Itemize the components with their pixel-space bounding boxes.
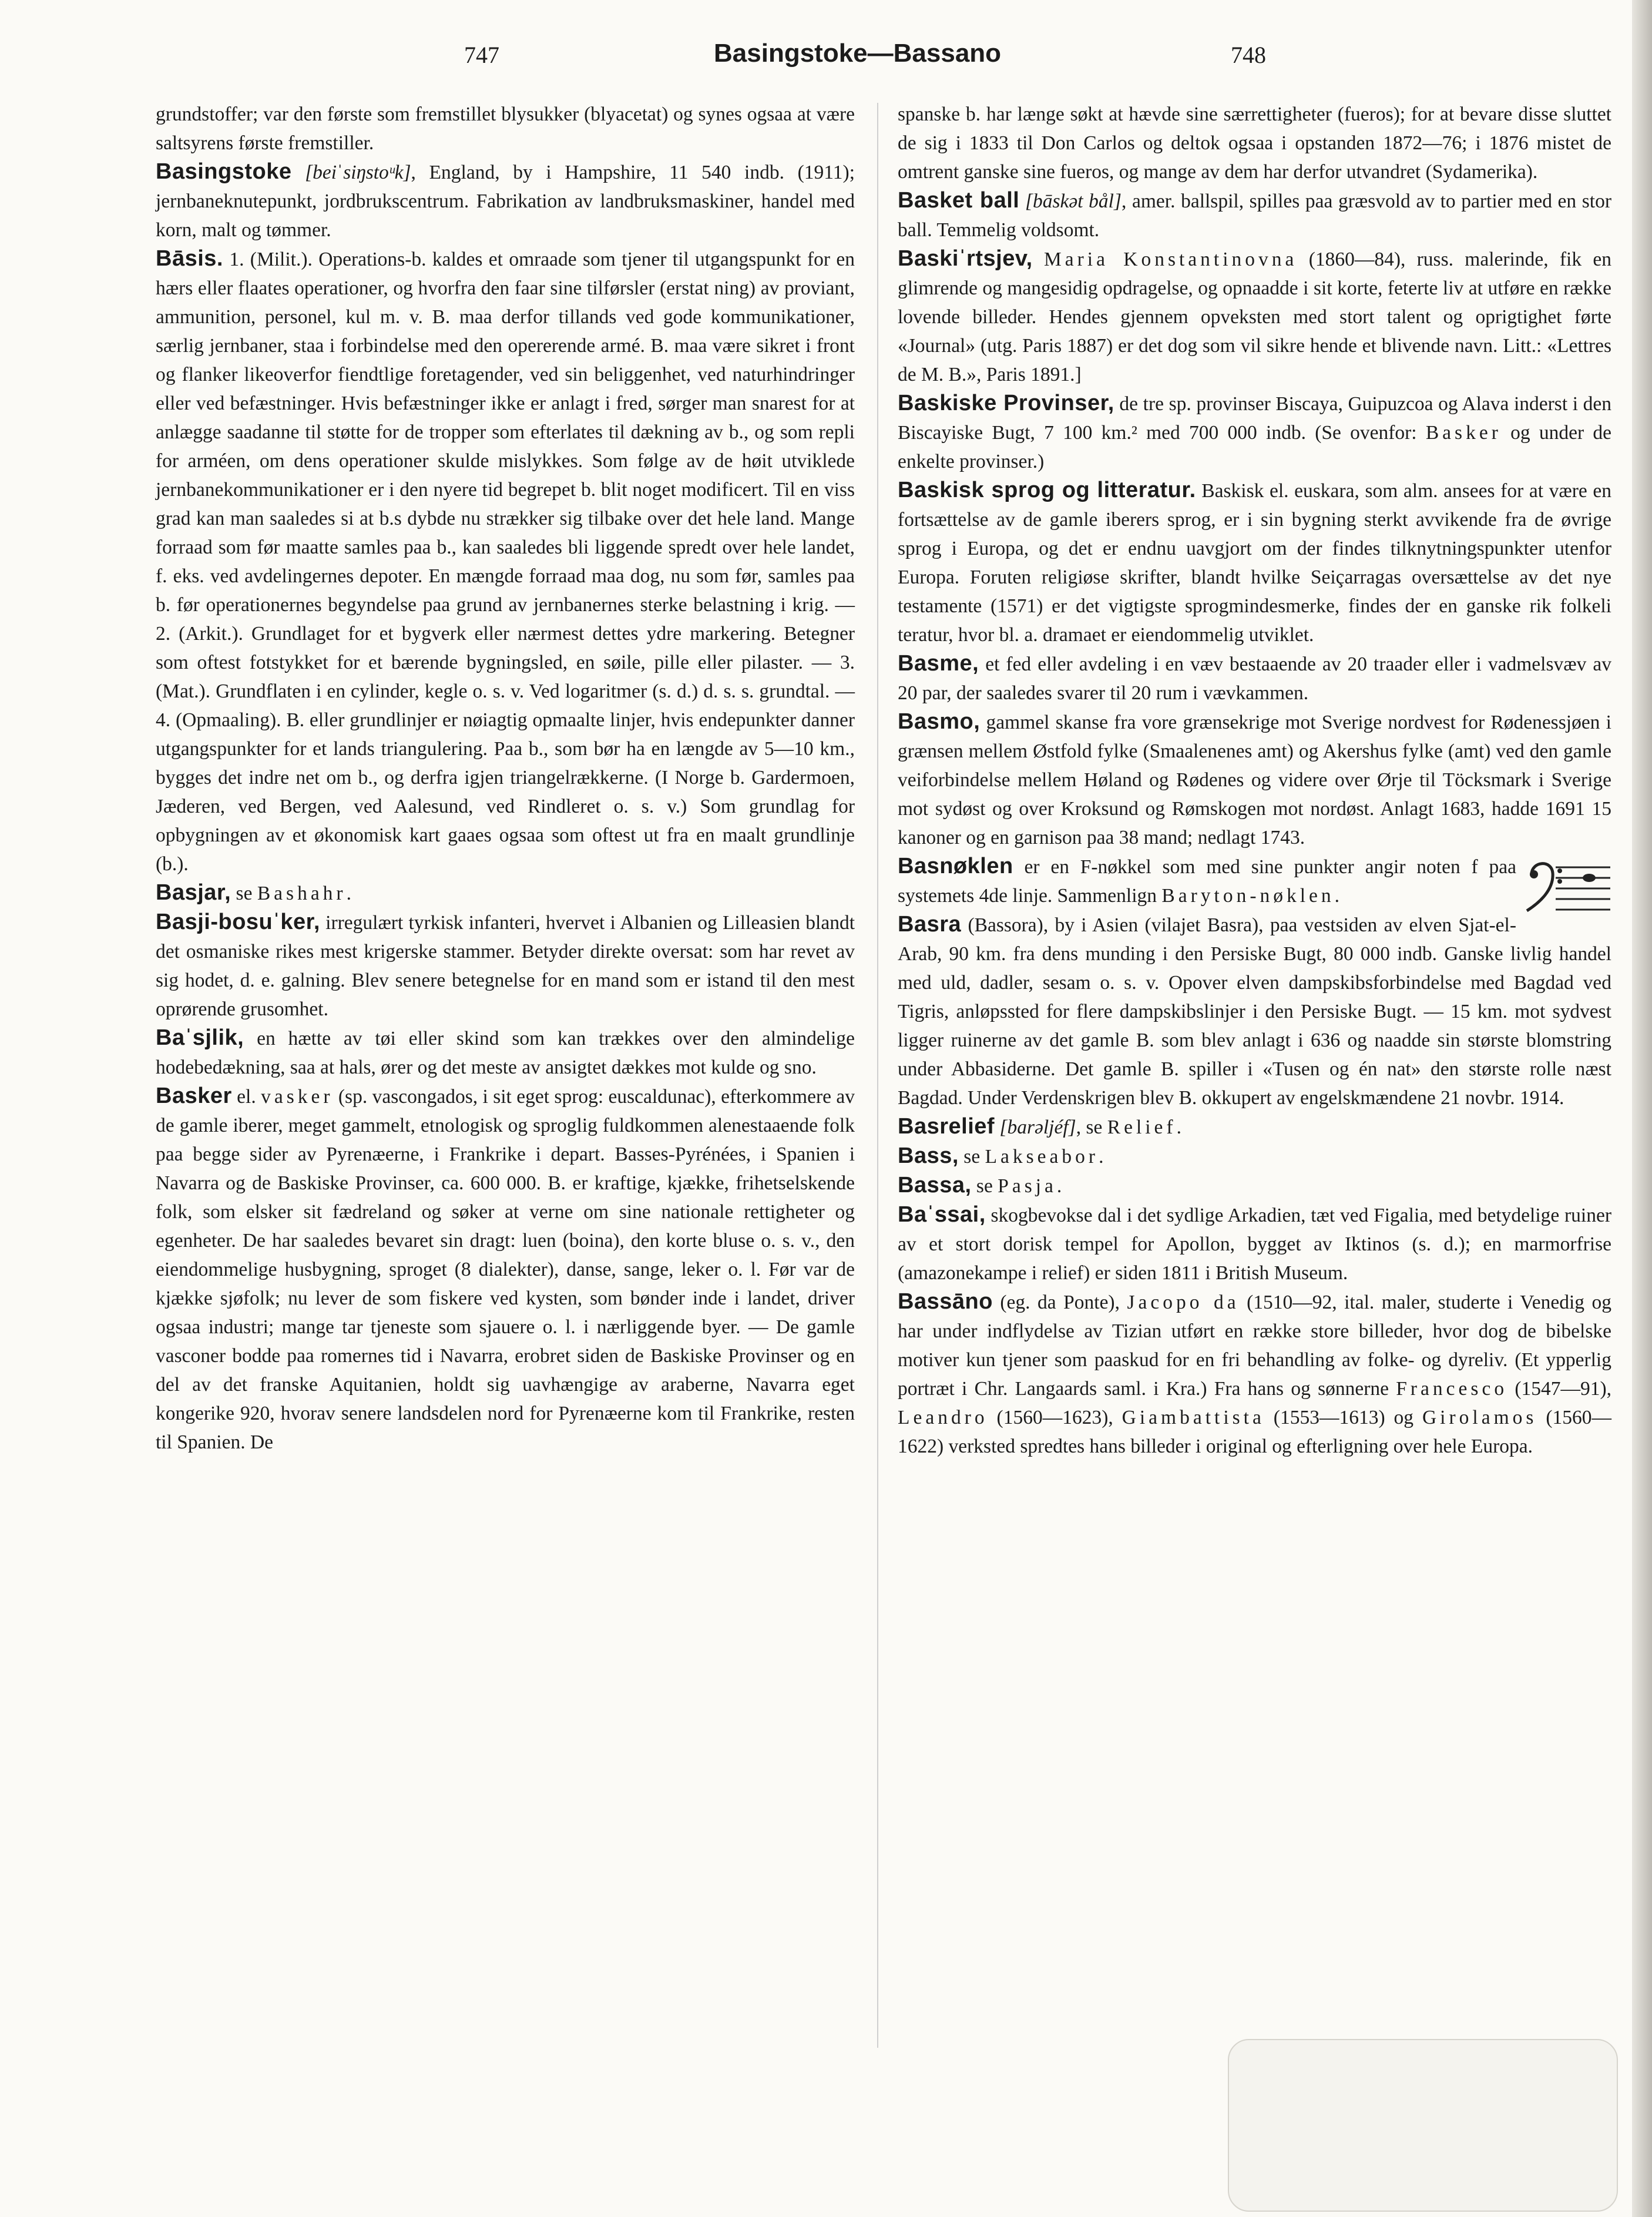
headword: Basjar, <box>156 880 231 905</box>
entry-bassano: Bassāno (eg. da Ponte), Jacopo da (1510—92, ital. maler, studerte i Venedig og har under indflydelse av Tizian utført en række store billeder, hvor dog de bibelske motiver kun tjener som paaskud for en fri behandling av folke- og dyreliv. (Et ypperlig portræt i Chr. Langaards saml. i Kra.) Fra hans og sønnerne Francesco (1547—91), Leandro (1560—1623), Giambattista (1553—1613) og Girolamos (1560—1622) verksted spredtes hans billeder i original og efterligning over hele Europa. <box>898 1289 1612 1457</box>
entry-text: er en F-nøkkel som med sine punkter angir noten f paa systemets 4de linje. Sammenlign <box>898 856 1516 907</box>
entry-text: Baskisk el. euskara, som alm. ansees for at være en fortsættelse av de gamle iberers sprog, er i sin bygning sterkt avvikende fra de øvrige sprog i Europa, og det er endnu uavgjort om der findes tilknytningspunkter utenfor Europa. Foruten religiøse skrifter, blandt hvilke Seiçarragas oversættelse av det nye testamente (1571) er det vigtigste sprogmindesmerke, findes der en ganske rik folkeli teratur, hvor bl. a. dramaet er eiendommelig utviklet. <box>898 480 1612 646</box>
person-name: Francesco <box>1396 1378 1508 1400</box>
entry-basra <box>898 910 1611 1112</box>
headword: Basji-bosuˈker, <box>156 910 320 934</box>
person-name: Jacopo da <box>1127 1292 1240 1313</box>
headword: Baskiˈrtsjev, <box>898 246 1033 271</box>
entry-basme <box>898 649 1611 707</box>
right-page-number: 748 <box>1231 42 1266 68</box>
person-name: Giambattista <box>1122 1407 1265 1428</box>
headword: Basnøklen <box>898 854 1013 878</box>
entry-bassa: Bassa, se Pasja. <box>898 1173 1062 1198</box>
entry-text: en hætte av tøi eller skind som kan trækkes over den almindelige hodebedækning, saa at hals, ører og det meste av ansigtet dækkes mot kulde og sno. <box>156 1028 855 1078</box>
entry-basjar: Basjar, se Bashahr. <box>156 880 351 905</box>
headword: Basra <box>898 912 962 937</box>
entry-basket-ball <box>898 186 1611 244</box>
headword: Basingstoke <box>156 159 292 184</box>
continued-text: spanske b. har længe søkt at hævde sine særrettigheter (fueros); for at bevare disse sluttet de sig i 1833 til Don Carlos og deltok ogsaa i opstanden 1872—76; i 1876 mistet de omtrent ganske sine fueros, og mange av dem har derfor utvandret (Sydamerika). <box>898 103 1611 183</box>
entry-basnoklen: Basnøklen er en F-nøkkel som med sine punkter angir noten f paa systemets 4de linje. Sammenlign Baryton-nøklen. <box>898 852 1611 910</box>
cross-reference: Basker <box>1425 422 1502 444</box>
headword: Bassāno <box>898 1289 993 1314</box>
page-corner-shadow <box>1228 2039 1618 2212</box>
cross-reference: Pasja <box>998 1175 1057 1197</box>
alternate-name: vasker <box>261 1086 334 1108</box>
bass-clef-icon <box>1523 854 1611 913</box>
headword: Baˈsjlik, <box>156 1025 244 1050</box>
entry-baskisk-sprog <box>898 476 1611 649</box>
entry-text: skogbevokse dal i det sydlige Arkadien, tæt ved Figalia, med betydelige ruiner av et stort dorisk tempel for Apollon, bygget av Iktinos (s. d.); en marmorfrise (amazonekampe i relief) er siden 1811 i British Museum. <box>898 1205 1611 1284</box>
entry-text: de tre sp. provinser Biscaya, Guipuzcoa og Alava inderst i den Biscayiske Bugt, 7 100 km.² med 700 000 indb. (Se ovenfor: <box>898 393 1611 444</box>
right-column <box>898 100 1611 1461</box>
headword: Baskisk sprog og litteratur. <box>898 478 1196 502</box>
headword: Bass, <box>898 1143 959 1168</box>
cross-reference: Bashahr <box>257 883 347 904</box>
person-name: Maria Konstantinovna <box>1043 249 1298 270</box>
headword: Bāsis. <box>156 246 223 271</box>
entry-text: gammel skanse fra vore grænsekrige mot Sverige nordvest for Rødenessjøen i grænsen mellem Østfold fylke (Smaalenenes amt) og Akershus fylke (amt) ved den gamle veiforbindelse mellem Høland og Rødenes og videre over Ørje til Töcksmark i Sverige mot sydøst og over Kroksund og Rømskogen mot nordøst. Anlagt 1683, hadde 1691 15 kanoner og en garnison paa 38 mand; nedlagt 1743. <box>898 712 1611 848</box>
entry-text: et fed eller avdeling i en væv bestaaende av 20 traader eller i vadmelsvæv av 20 par, der saaledes svarer til 20 rum i vævkammen. <box>898 653 1611 704</box>
column-divider <box>877 103 878 2048</box>
entry-text: (sp. vascongados, i sit eget sprog: euscaldunac), efterkommere av de gamle iberer, meget gammelt, etnologisk og sproglig fuldkommen alenestaaende folk paa begge sider av Pyrenæerne, i Frankrike i depart. Basses-Pyrénées, i Spanien i Navarra og de Baskiske Provinser, ca. 600 000. B. er kraftige, kjække, frihetselskende folk, som elsker sit fædreland og søker at verne om sine nationale rettigheter og egenheter. De har saaledes bevaret sin dragt: luen (boina), den korte bluse o. s. v., den eiendommelige husbygning, sproget (8 dialekter), danse, sange, leker o. l. Før var de kjække sjøfolk; nu lever de som fiskere ved kysten, som bønder inde i landet, driver ogsaa industri; mange tar tjeneste som sjauere o. l. i nærliggende byer. — De gamle vasconer bodde paa romernes tid i Navarra, erobret siden de Baskiske Provinser og en del av det franske Aquitanien, holdt sig uavhængige av araberne, Navarra eget kongerike 920, hvorav senere landsdelen nord for Pyrenæerne kom til Frankrike, resten til Spanien. De <box>156 1086 855 1453</box>
cross-reference: Lakseabor <box>985 1146 1099 1168</box>
entry-basji-bosuker <box>156 908 855 1024</box>
page-edge <box>1632 0 1652 2217</box>
entry-basmo <box>898 707 1611 852</box>
headword: Basrelief <box>898 1114 995 1139</box>
page-header <box>0 41 1652 88</box>
entry-basker: Basker el. vasker (sp. vascongados, i sit eget sprog: euscaldunac), efterkommere av de gamle iberer, meget gammelt, etnologisk og sproglig fuldkommen alenestaaende folk paa begge sider av Pyrenæerne, i Frankrike i depart. Basses-Pyrénées, i Spanien i Navarra og de Baskiske Provinser, ca. 600 000. B. er kraftige, kjække, frihetselskende folk, som elsker sit fædreland og søker at verne om sine nationale rettigheter og egenheter. De har saaledes bevaret sin dragt: luen (boina), den korte bluse o. s. v., den eiendommelige husbygning, sproget (8 dialekter), danse, sange, leker o. l. Før var de kjække sjøfolk; nu lever de som fiskere ved kysten, som bønder inde i landet, driver ogsaa industri; mange tar tjeneste som sjauere o. l. i nærliggende byer. — De gamle vasconer bodde paa romernes tid i Navarra, erobret siden de Baskiske Provinser og en del av det franske Aquitanien, holdt sig uavhængige av araberne, Navarra eget kongerike 920, hvorav senere landsdelen nord for Pyrenæerne kom til Frankrike, resten til Spanien. De <box>156 1084 855 1453</box>
entry-basrelief: Basrelief [barəljéf], se Relief. <box>898 1114 1181 1139</box>
headword: Baˈssai, <box>898 1202 986 1227</box>
entry-basingstoke <box>156 157 855 244</box>
entry-text: , amer. ballspil, spilles paa græsvold av to partier med en stor ball. Temmelig voldsomt. <box>898 190 1611 241</box>
left-column <box>156 100 855 1457</box>
entry-text: (Bassora), by i Asien (vilajet Basra), paa vestsiden av elven Sjat-el-Arab, 90 km. fra dens munding i den Persiske Bugt, 80 000 indb. Ganske livlig handel med uld, dadler, sesam o. s. v. Opover elven dampskibsforbindelse med Bagdad ved Tigris, anløpssted for flere dampskibslinjer i den Persiske Bugt. — 15 km. mot sydvest ligger ruinerne av det gamle B. som blev anlagt i 636 og naadde sin største blomstring under Abbasiderne. Det gamle B. spiller i «Tusen og én nat» den største rolle næst Bagdad. Under Verdenskrigen blev B. okkupert av engelskmændene 21 novbr. 1914. <box>898 914 1611 1109</box>
pronunciation: [bāskət bål] <box>1025 190 1122 212</box>
entry-text: , England, by i Hampshire, 11 540 indb. (1911); jernbaneknutepunkt, jordbrukscentrum. Fabrikation av landbruksmaskiner, handel med korn, malt og tømmer. <box>156 162 855 241</box>
entry-basis <box>156 244 855 878</box>
running-title: Basingstoke—Bassano <box>714 39 1002 68</box>
entry-basjlik <box>156 1024 855 1082</box>
cross-reference: Baryton-nøklen <box>1161 885 1335 907</box>
pronunciation: [beiˈsiŋstoᵘk] <box>305 162 411 183</box>
person-name: Girolamos <box>1422 1407 1537 1428</box>
cross-reference: Relief <box>1107 1116 1177 1138</box>
entry-text: (1860—84), russ. malerinde, fik en glimrende og mangesidig opdragelse, og opnaadde i sit korte, feterte liv at utføre en række lovende billeder. Hendes gjennem opveksten med stort talent og oprigtighet førte «Journal» (utg. Paris 1887) er det dog som vil sikre hende et blivende navn. Litt.: «Lettres de M. B.», Paris 1891.] <box>898 249 1611 385</box>
entry-text: 1. (Milit.). Operations-b. kaldes et omraade som tjener til utgangspunkt for en hærs eller flaates operationer, og hvorfra den faar sine tilførsler (erstat ning) av proviant, ammunition, personel, kul m. v. B. maa derfor tillands ved gode kommunikationer, særlig jernbaner, staa i forbindelse med den opererende armé. B. maa være sikret i front og flanker likeoverfor fiendtlige foretagender, ved sin beliggenhet, ved naturhindringer eller ved befæstninger. Hvis befæstninger ikke er anlagt i fred, sørger man snarest for at anlægge saadanne til støtte for de tropper som efterlates til dækning av b., og som repli for arméen, om dens operationer skulde mislykkes. Som følge av de høit utviklede jernbanekommunikationer er i den nyere tid begrepet b. blit noget modificert. Til en viss grad kan man saaledes si at b.s dybde nu strækker sig tilbake over det hele land. Mange forraad som før maatte samles paa b., kan saaledes bli liggende spredt over hele landet, f. eks. ved avdelingernes depoter. En mængde forraad maa dog, nu som før, samles paa b. før operationernes begyndelse paa grund av jernbanernes sterke belastning i krig. — 2. (Arkit.). Grundlaget for et bygverk eller nærmest dettes ydre markering. Betegner som oftest fotstykket for et bærende bygningsled, en søile, pille eller pilaster. — 3. (Mat.). Grundflaten i en cylinder, kegle o. s. v. Ved logaritmer (s. d.) d. s. s. grundtal. — 4. (Opmaaling). B. eller grundlinjer er nøiagtig opmaalte linjer, hvis endepunkter danner utgangspunkter for et lands triangulering. Paa b., som bør ha en længde av 5—10 km., bygges det indre net om b., og derfra igjen triangelrækkerne. (I Norge b. Gardermoen, Jæderen, ved Bergen, ved Aalesund, ved Rindleret o. s. v.) Som grundlag for opbygningen av et økonomisk kart gaaes ogsaa som oftest ut fra en maalt grundlinje (b.). <box>156 249 855 875</box>
headword: Basmo, <box>898 709 981 734</box>
headword: Basker <box>156 1084 232 1108</box>
headword: Bassa, <box>898 1173 972 1198</box>
entry-text: irregulært tyrkisk infanteri, hvervet i Albanien og Lilleasien blandt det osmaniske rikes mest krigerske stammer. Betyder direkte oversat: som har revet av sig hodet, d. e. galning. Blev senere betegnelse for en mand som er istand til den mest oprørende grusomhet. <box>156 912 855 1020</box>
person-name: Leandro <box>898 1407 988 1428</box>
entry-baskirtsjev <box>898 244 1611 389</box>
headword: Basme, <box>898 651 979 676</box>
headword: Basket ball <box>898 188 1020 213</box>
entry-bass: Bass, se Lakseabor. <box>898 1143 1104 1168</box>
headword: Baskiske Provinser, <box>898 391 1114 415</box>
continued-text: grundstoffer; var den første som fremstillet blysukker (blyacetat) og synes ogsaa at være saltsyrens første fremstiller. <box>156 103 855 154</box>
pronunciation: [barəljéf] <box>999 1116 1076 1138</box>
entry-bassai <box>898 1200 1611 1287</box>
entry-baskiske-provinser: Baskiske Provinser, de tre sp. provinser Biscaya, Guipuzcoa og Alava inderst i den Biscayiske Bugt, 7 100 km.² med 700 000 indb. (Se ovenfor: Basker og under de enkelte provinser.) <box>898 391 1611 472</box>
left-page-number: 747 <box>464 42 499 68</box>
